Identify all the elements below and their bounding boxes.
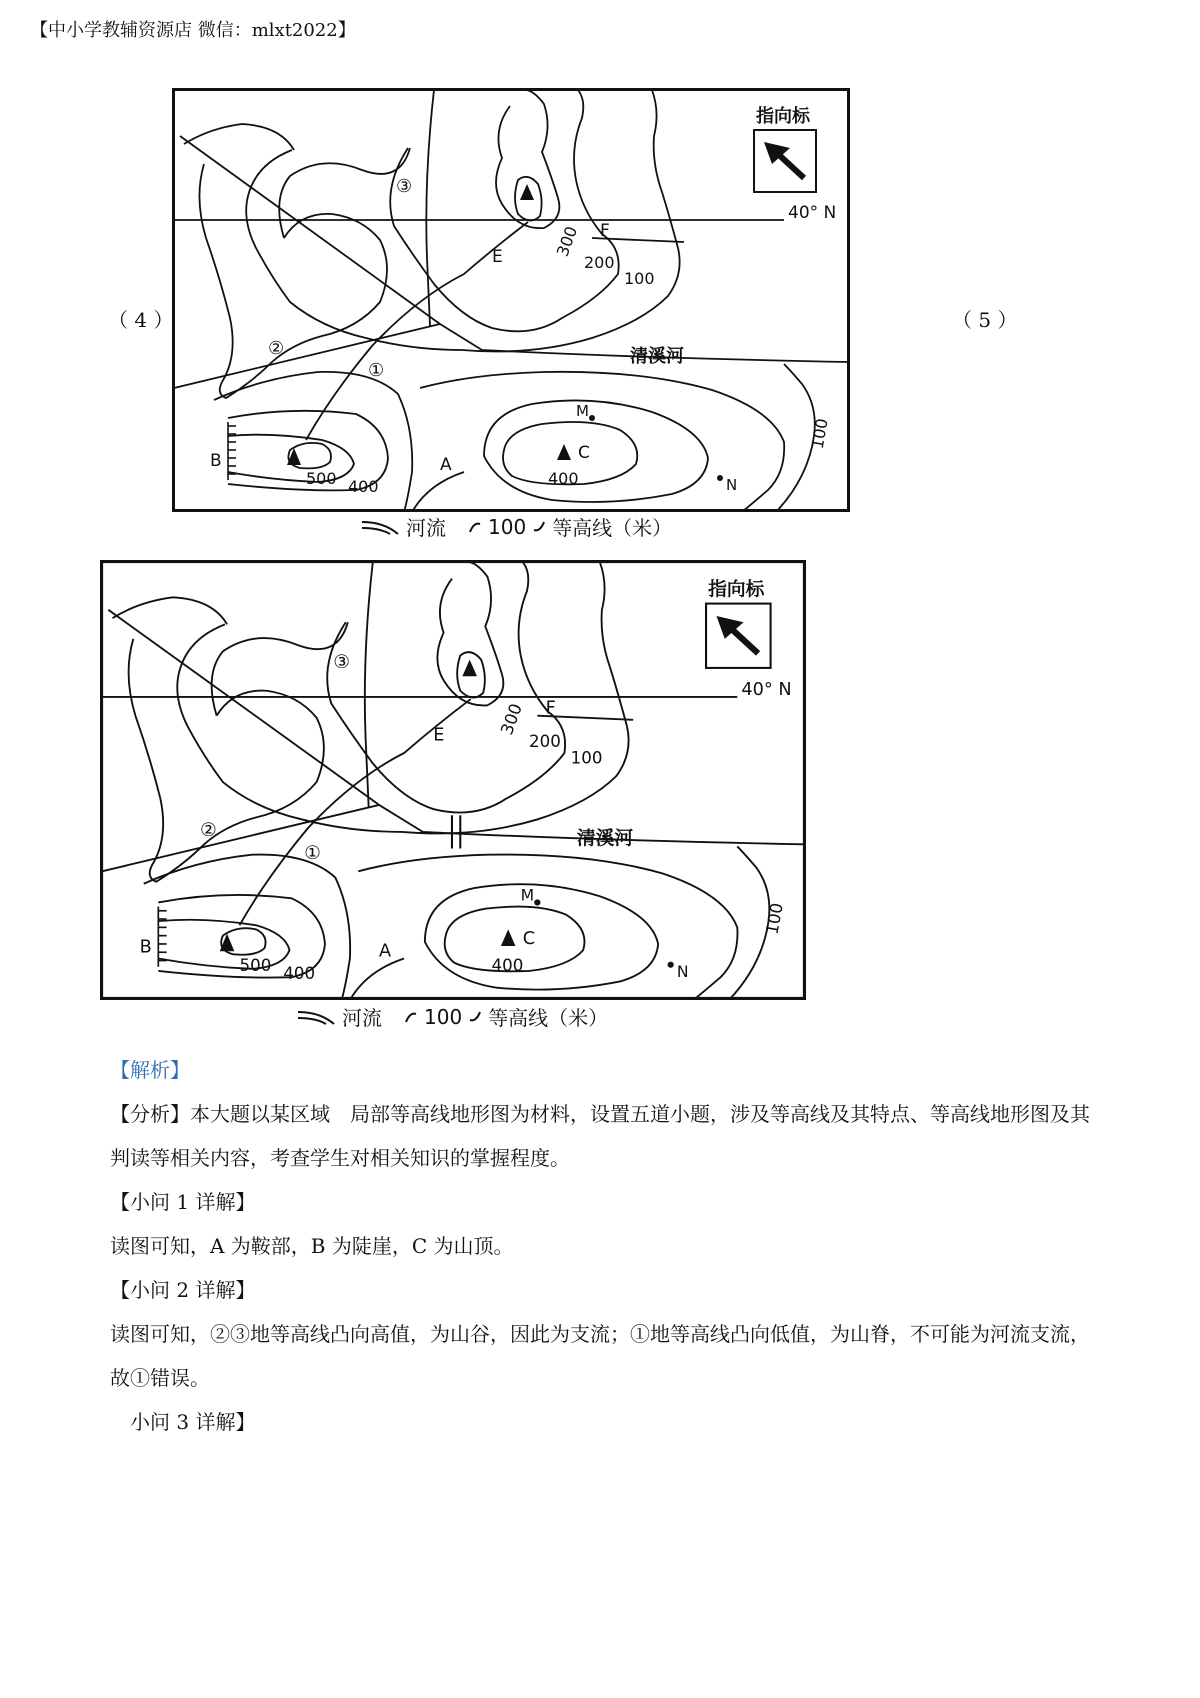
legend-river-label: 河流 <box>406 516 446 540</box>
contour-100-label-north: 100 <box>624 269 655 288</box>
contour-symbol-icon <box>404 1008 418 1026</box>
contour-100-label-north: 100 <box>570 748 603 768</box>
analysis-heading: 【解析】 <box>110 1058 190 1082</box>
circled-2-label: ② <box>199 820 217 842</box>
analysis-section <box>110 1048 1100 1444</box>
map-frame <box>174 90 849 511</box>
contour-500-label: 500 <box>306 469 337 488</box>
compass-title: 指向标 <box>708 579 765 601</box>
contour-400-label-b: 400 <box>348 477 379 496</box>
question-5-label: （ 5 ） <box>952 308 1018 332</box>
point-n-dot <box>717 475 723 481</box>
question-1-text: 读图可知，A 为鞍部，B 为陡崖，C 为山顶。 <box>110 1234 514 1258</box>
contour-400-label-b: 400 <box>283 964 316 984</box>
question-2-text: 读图可知，②③地等高线凸向高值，为山谷，因此为支流；①地等高线凸向低值，为山脊，不可能为河流支流，故①错误。 <box>110 1322 1090 1390</box>
question-1-title: 【小问 1 详解】 <box>110 1190 256 1214</box>
latitude-label: 40° N <box>741 679 792 700</box>
point-c-label: C <box>522 928 536 949</box>
contour-symbol-icon <box>532 518 546 536</box>
circled-2-label: ② <box>268 338 285 359</box>
contour-300-label: 300 <box>552 223 582 259</box>
question-3-title: 小问 3 详解】 <box>110 1410 256 1434</box>
river-symbol-icon <box>296 1008 336 1026</box>
point-e-label: E <box>492 247 503 267</box>
point-n-dot <box>668 962 674 968</box>
legend-contour-label: 等高线（米） <box>488 1006 609 1030</box>
legend-contour-label: 等高线（米） <box>552 516 673 540</box>
contour-200-label: 200 <box>584 253 615 272</box>
point-b-label: B <box>139 937 152 958</box>
contour-map-2-svg <box>100 560 806 1000</box>
compass-title: 指向标 <box>756 106 810 127</box>
point-n-label: N <box>726 476 738 494</box>
point-f-label: F <box>600 221 610 241</box>
point-f-label: F <box>545 698 556 719</box>
circled-3-label: ③ <box>396 176 413 197</box>
contour-200-label: 200 <box>529 731 561 751</box>
contour-symbol-icon <box>468 1008 482 1026</box>
legend-1 <box>360 512 688 541</box>
latitude-label: 40° N <box>788 203 837 223</box>
point-n-label: N <box>676 963 689 982</box>
question-2-title: 【小问 2 详解】 <box>110 1278 256 1302</box>
contour-500-label: 500 <box>239 955 272 975</box>
compass-box <box>706 604 771 668</box>
legend-contour-sample: 100 <box>488 514 527 539</box>
question-4-label: （ 4 ） <box>108 308 174 332</box>
contour-400-label-c: 400 <box>491 955 524 975</box>
river-symbol-icon <box>360 518 400 536</box>
point-m-label: M <box>520 886 535 905</box>
point-a-label: A <box>440 455 452 475</box>
point-e-label: E <box>433 725 445 746</box>
contour-map-2 <box>100 560 806 1000</box>
legend-river-label: 河流 <box>342 1006 382 1030</box>
circled-1-label: ① <box>368 360 385 381</box>
contour-map-1 <box>172 88 850 512</box>
compass-box <box>754 130 816 192</box>
point-c-label: C <box>578 443 590 463</box>
point-m-label: M <box>576 402 589 420</box>
contour-400-label-c: 400 <box>548 469 579 488</box>
contour-map-1-svg <box>172 88 850 512</box>
point-m-dot <box>534 899 540 905</box>
analysis-paragraph: 【分析】本大题以某区域 局部等高线地形图为材料，设置五道小题，涉及等高线及其特点、等高线地形图及其判读等相关内容，考查学生对相关知识的掌握程度。 <box>110 1102 1090 1170</box>
contour-symbol-icon <box>468 518 482 536</box>
legend-contour-sample: 100 <box>424 1004 463 1029</box>
river-name-label: 清溪河 <box>630 346 684 367</box>
contour-100-label-east: 100 <box>807 416 832 451</box>
contour-300-label: 300 <box>497 701 526 738</box>
header-note: 【中小学教辅资源店 微信：mlxt2022】 <box>30 20 356 41</box>
point-m-dot <box>589 415 595 421</box>
map-frame <box>102 562 805 999</box>
point-a-label: A <box>379 941 392 962</box>
point-b-label: B <box>210 451 222 471</box>
contour-100-label-east: 100 <box>762 901 787 936</box>
legend-2 <box>296 1002 624 1031</box>
circled-1-label: ① <box>304 842 321 864</box>
river-name-label: 清溪河 <box>576 828 634 850</box>
circled-3-label: ③ <box>333 651 351 673</box>
